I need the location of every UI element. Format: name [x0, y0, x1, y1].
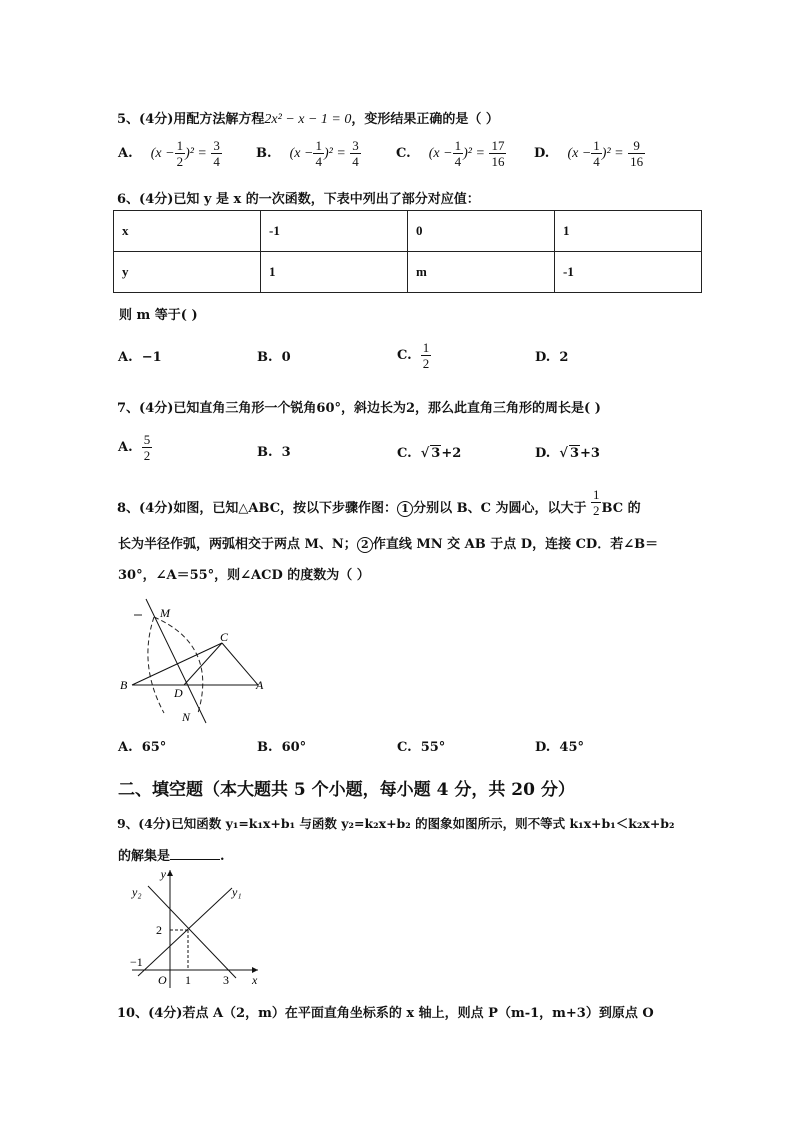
q6-option-d: D. 2 [535, 350, 569, 365]
label-m: M [160, 606, 170, 620]
q10-stem: 10、(4分)若点 A（2，m）在平面直角坐标系的 x 轴上，则点 P（m-1，m+3）到原点 O [117, 1006, 654, 1021]
label-b: B [120, 678, 128, 692]
table-cell: x [114, 211, 261, 252]
side-ca [222, 643, 258, 685]
q5-option-c: C. (x − $\frac{1}{4}$ )² = $\frac{17}{16}$ [396, 138, 505, 169]
q5-stem: 5、(4分)用配方法解方程2x² − x − 1 = 0，变形结果正确的是（ ） [117, 112, 499, 127]
q5-option-a: A. (x − $\frac{1}{2}$ )² = $\frac{3}{4}$ [118, 138, 220, 169]
label-d: D [174, 686, 183, 700]
table-cell: 1 [555, 211, 702, 252]
line-mn [146, 599, 206, 723]
tick-label-neg1: −1 [130, 955, 143, 969]
q8-option-d: D. 45° [535, 740, 584, 755]
y-axis-arrow [167, 870, 173, 876]
answer-blank[interactable] [170, 847, 220, 860]
label-y1: y₁ [232, 885, 242, 899]
table-cell: 1 [261, 252, 408, 293]
label-y2: y₂ [132, 885, 142, 899]
table-cell: -1 [261, 211, 408, 252]
table-row [114, 252, 702, 293]
q8-option-a: A. 65° [118, 740, 167, 755]
table-cell: y [114, 252, 261, 293]
q8-line2: 长为半径作弧，两弧相交于两点 M、N； 2 作直线 MN 交 AB 于点 D，连接 CD．若∠B＝ [118, 537, 659, 552]
step-2-mark: 2 [357, 537, 373, 553]
q6-option-a: A. −1 [118, 350, 162, 365]
q9-line1: 9、(4分)已知函数 y₁=k₁x+b₁ 与函数 y₂=k₂x+b₂ 的图象如图所示，则不等式 k₁x+b₁＜k₂x+b₂ [117, 816, 675, 831]
tick-label-2: 2 [156, 923, 162, 937]
q7-option-d: D. √ 3+3 [535, 446, 600, 461]
q6-question: 则 m 等于( ) [119, 308, 198, 323]
table-cell: 0 [408, 211, 555, 252]
q6-stem: 6、(4分)已知 y 是 x 的一次函数，下表中列出了部分对应值： [117, 192, 480, 207]
q5-option-d: D. (x − $\frac{1}{4}$ )² = $\frac{9}{16}$ [534, 138, 644, 169]
label-a: A [256, 678, 264, 692]
label-x-axis: x [252, 973, 258, 987]
q6-option-b: B. 0 [257, 350, 291, 365]
table-cell: -1 [555, 252, 702, 293]
side-bc [132, 643, 222, 685]
line-y1 [138, 888, 232, 976]
table-cell: m [408, 252, 555, 293]
q5-equation: 2x² − x − 1 = 0 [264, 112, 352, 127]
q8-line3: 30°，∠A＝55°，则∠ACD 的度数为（ ） [118, 568, 370, 583]
q7-option-b: B. 3 [257, 445, 291, 460]
label-y-axis: y [160, 867, 166, 881]
q8-line1: 8、(4分)如图，已知△ABC，按以下步骤作图： 1 分别以 B、C 为圆心，以大于 $\frac{1}{2}$ BC 的 [117, 487, 641, 518]
q8-option-b: B. 60° [257, 740, 307, 755]
q9-line2: 的解集是 . [118, 849, 225, 864]
label-origin: O [158, 973, 167, 987]
label-c: C [220, 630, 229, 644]
q7-option-a: A. $\frac{5}{2}$ [118, 432, 151, 463]
table-row [114, 211, 702, 252]
q8-option-c: C. 55° [397, 740, 446, 755]
q9-graph [128, 866, 264, 992]
q6-option-c: C. $\frac{1}{2}$ [397, 340, 430, 371]
q7-option-c: C. √ 3+2 [397, 446, 462, 461]
q7-stem: 7、(4分)已知直角三角形一个锐角60°，斜边长为2，那么此直角三角形的周长是( ) [117, 401, 601, 416]
q8-triangle-figure [118, 595, 278, 727]
label-n: N [182, 710, 191, 724]
tick-label-1: 1 [185, 973, 191, 987]
section-title: 二、填空题（本大题共 5 个小题，每小题 4 分，共 20 分） [118, 780, 575, 800]
q5-option-b: B. (x − $\frac{1}{4}$ )² = $\frac{3}{4}$ [256, 138, 359, 169]
q6-value-table [113, 210, 702, 293]
step-1-mark: 1 [397, 501, 413, 517]
tick-label-3: 3 [223, 973, 229, 987]
